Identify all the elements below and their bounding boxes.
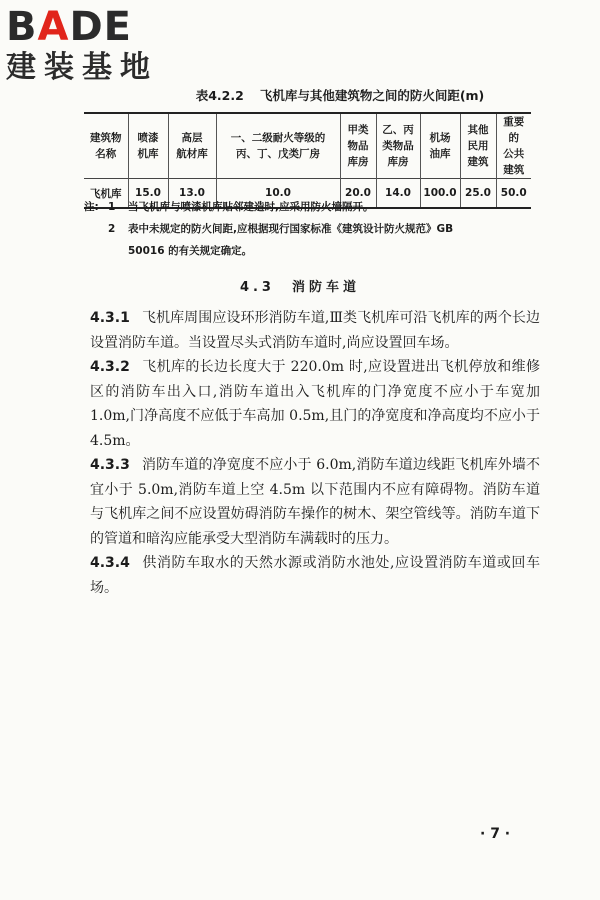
section-title: 消防车道 (292, 280, 361, 295)
table-header-cell: 喷漆 机库 (128, 113, 168, 179)
clause-text: 供消防车取水的天然水源或消防水池处,应设置消防车道或回车场。 (90, 555, 540, 596)
table-header-cell: 一、二级耐火等级的 丙、丁、戊类厂房 (216, 113, 340, 179)
table-title: 飞机库与其他建筑物之间的防火间距(m) (259, 88, 485, 103)
site-logo (6, 4, 158, 86)
clause-text: 飞机库周围应设环形消防车道,Ⅲ类飞机库可沿飞机库的两个长边设置消防车道。当设置尽头式消防车道时,尚应设置回车场。 (90, 310, 540, 351)
table-cell: 25.0 (460, 179, 496, 209)
clause-4-3-1 (90, 306, 540, 355)
table-header-cell: 建筑物 名称 (84, 113, 128, 179)
section-number: 4.3 (239, 280, 275, 295)
table-cell: 20.0 (340, 179, 376, 209)
note-continuation: 50016 的有关规定确定。 (128, 245, 253, 257)
table-notes (84, 196, 534, 262)
page-number: · 7 · (480, 826, 511, 842)
table-cell: 14.0 (376, 179, 420, 209)
table-header-cell: 甲类 物品 库房 (340, 113, 376, 179)
table-cell: 15.0 (128, 179, 168, 209)
clause-number: 4.3.1 (90, 310, 130, 326)
table-header-cell: 机场 油库 (420, 113, 460, 179)
clause-number: 4.3.2 (90, 359, 130, 375)
table-header-cell: 乙、丙 类物品 库房 (376, 113, 420, 179)
table-cell: 50.0 (496, 179, 531, 209)
notes-label: 注: (84, 201, 99, 213)
table-header-cell: 其他 民用 建筑 (460, 113, 496, 179)
logo-chinese-text: 建装基地 (6, 50, 158, 85)
note-item: 2 表中未规定的防火间距,应根据现行国家标准《建筑设计防火规范》GB (108, 223, 454, 235)
fire-distance-table (84, 112, 531, 209)
clause-number: 4.3.3 (90, 457, 130, 473)
table-header-cell: 高层 航材库 (168, 113, 216, 179)
clause-text: 消防车道的净宽度不应小于 6.0m,消防车道边线距飞机库外墙不宜小于 5.0m,消防车道上空 4.5m 以下范围内不应有障碍物。消防车道与飞机库之间不应设置妨碍消防车操作的树木、架空管线等。消防车道下的管道和暗沟应能承受大型消防车满载时的压力。 (90, 457, 540, 547)
table-number: 表4.2.2 (195, 88, 244, 103)
table-cell: 100.0 (420, 179, 460, 209)
table-cell: 10.0 (216, 179, 340, 209)
section-heading (0, 276, 600, 295)
table-header-cell: 重要的 公共 建筑 (496, 113, 531, 179)
note-item: 注: 1 当飞机库与喷漆机库贴邻建造时,应采用防火墙隔开。 (84, 196, 534, 218)
clause-text: 飞机库的长边长度大于 220.0m 时,应设置进出飞机停放和维修区的消防车出入口,消防车道出入飞机库的门净宽度不应小于车宽加 1.0m,门净高度不应低于车高加 0.5m,且门的净宽度和净高度均不应小于 4.5m。 (90, 359, 540, 449)
clause-4-3-4 (90, 551, 540, 600)
clause-4-3-2 (90, 355, 540, 453)
clause-4-3-3 (90, 453, 540, 551)
section-body (90, 306, 540, 600)
table-caption (120, 86, 560, 104)
clause-number: 4.3.4 (90, 555, 130, 571)
table-cell: 飞机库 (84, 179, 128, 209)
logo-wordmark: BADE (6, 4, 132, 50)
table-header-row (84, 113, 531, 179)
table-cell: 13.0 (168, 179, 216, 209)
